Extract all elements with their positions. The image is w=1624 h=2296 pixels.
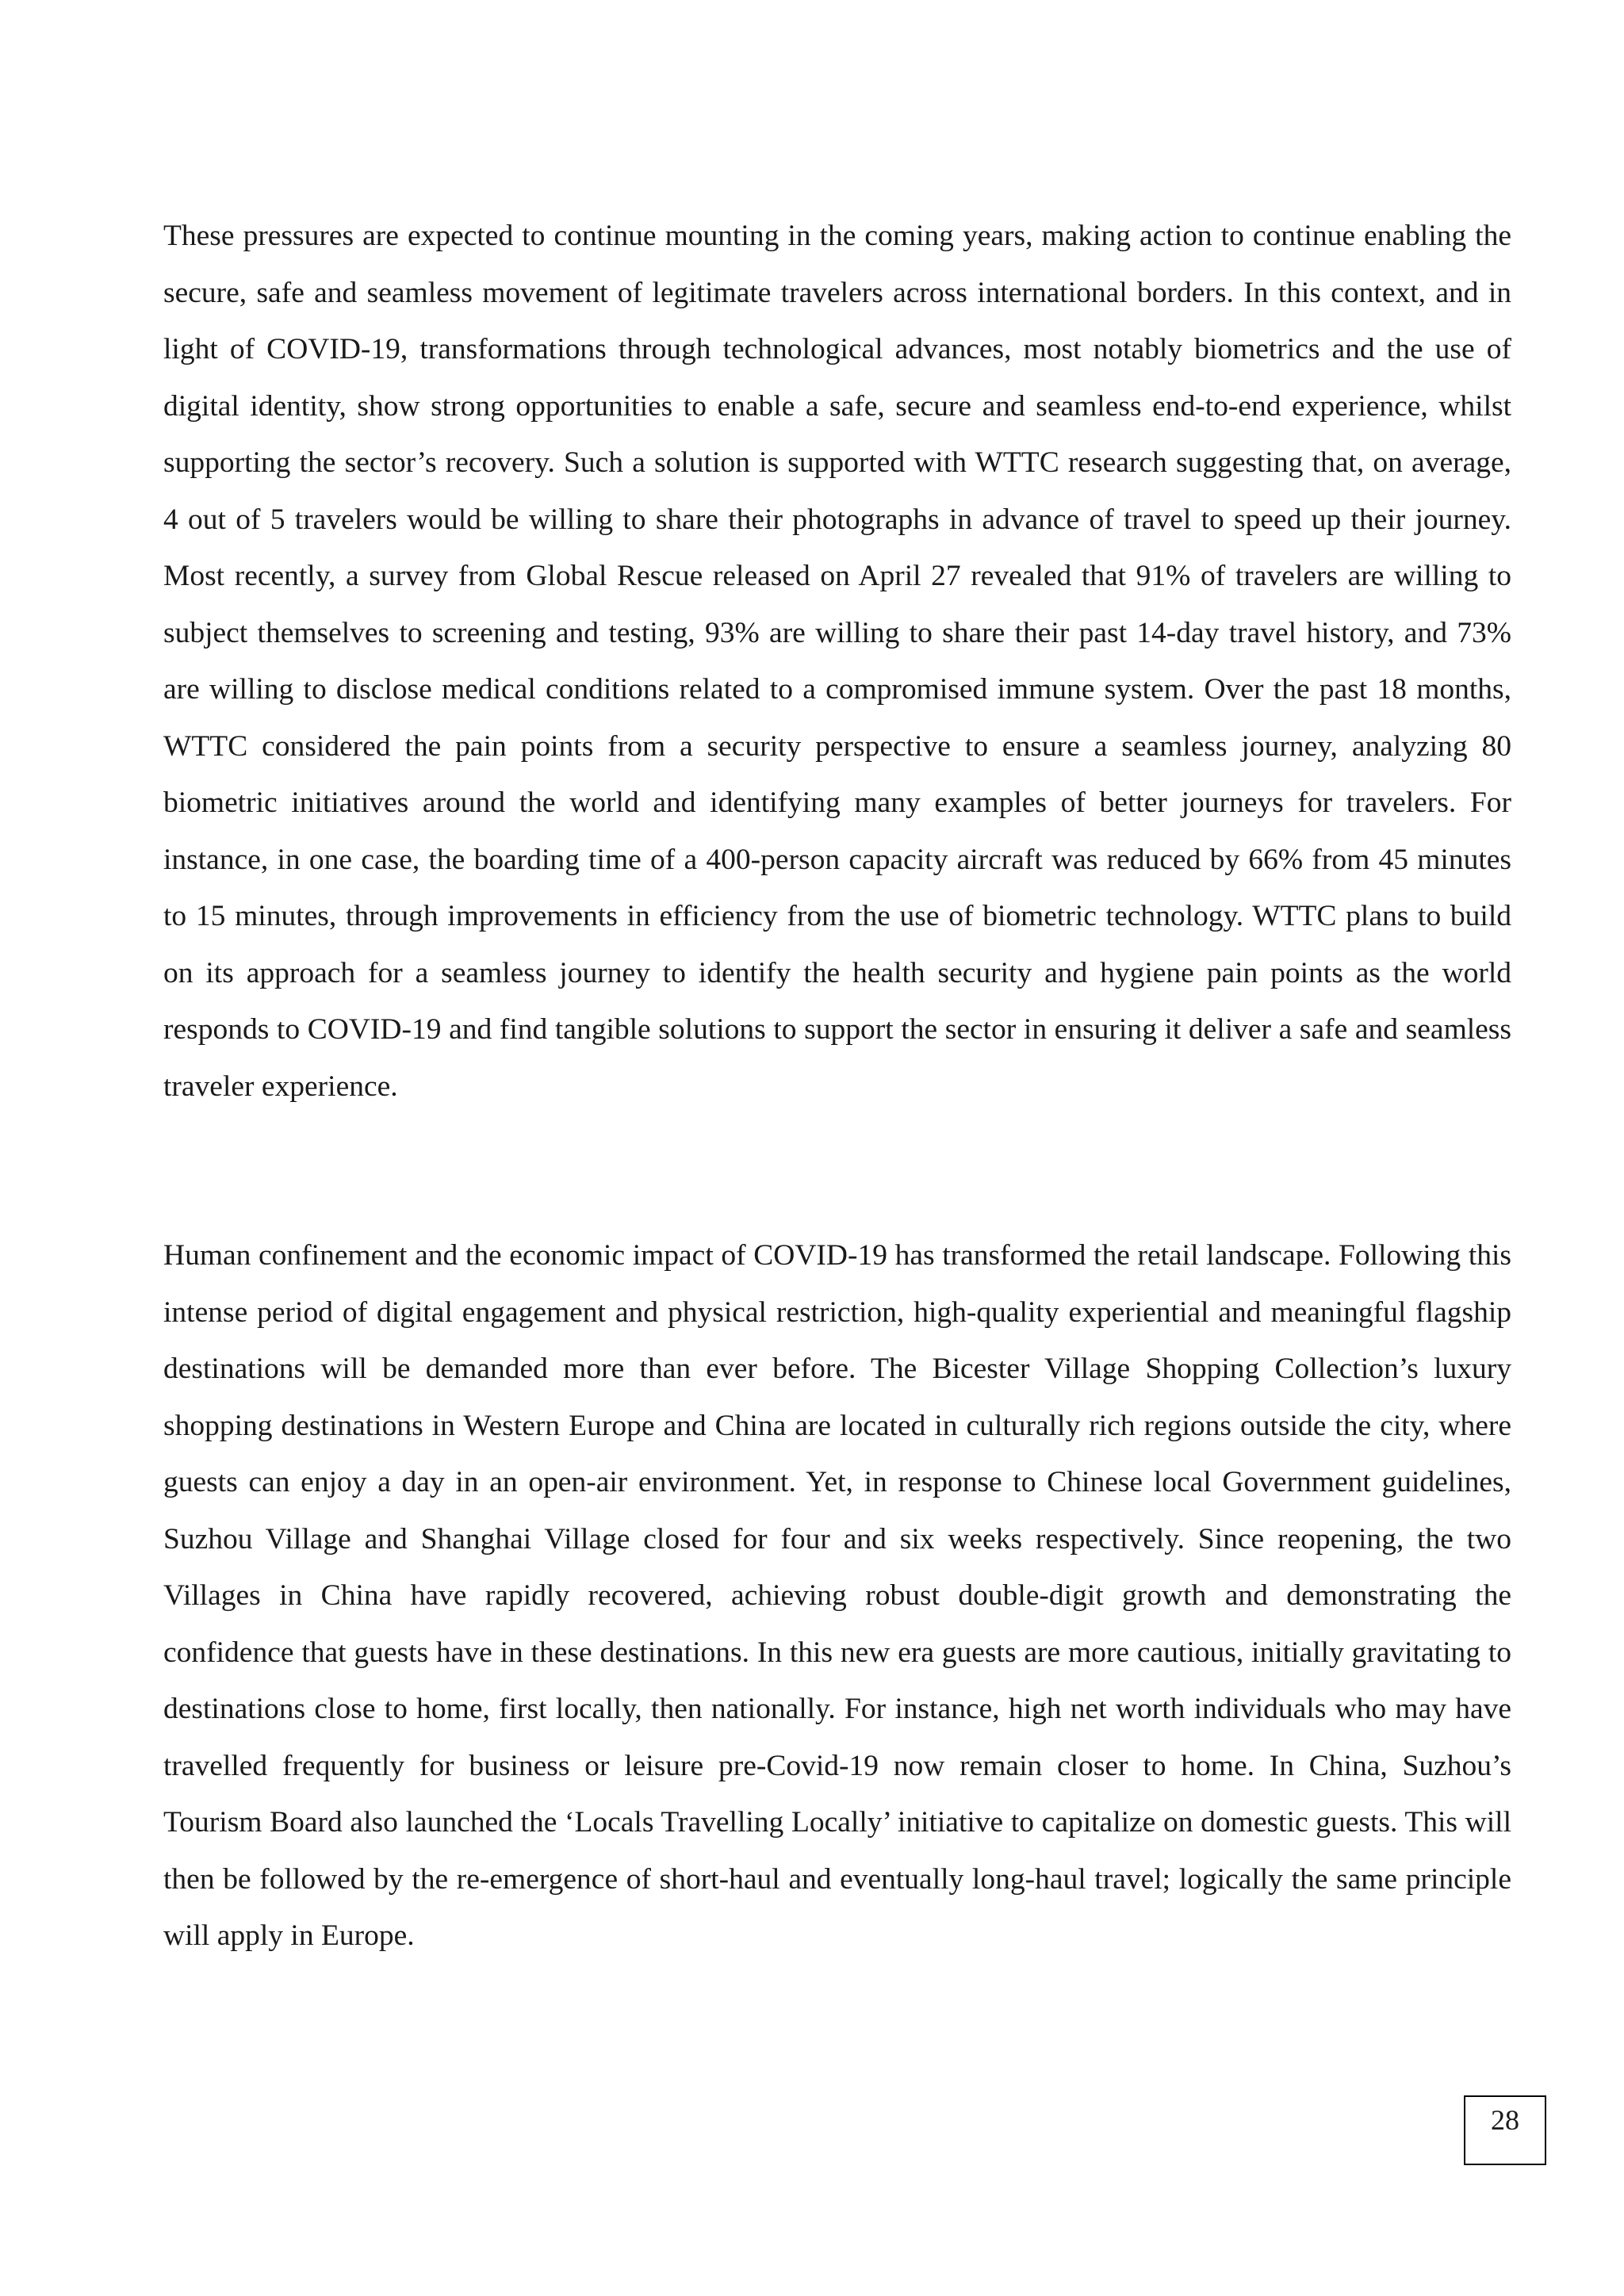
body-paragraph-1: These pressures are expected to continue mounting in the coming years, making action to continue enabling the secure, safe and seamless movement of legitimate travelers across international borders. In this context, and in light of COVID-19, transformations through technological advances, most notably biometrics and the use of digital identity, show strong opportunities to enable a safe, secure and seamless end-to-end experience, whilst supporting the sector’s recovery. Such a solution is supported with WTTC research suggesting that, on average, 4 out of 5 travelers would be willing to share their photographs in advance of travel to speed up their journey. Most recently, a survey from Global Rescue released on April 27 revealed that 91% of travelers are willing to subject themselves to screening and testing, 93% are willing to share their past 14-day travel history, and 73% are willing to disclose medical conditions related to a compromised immune system. Over the past 18 months, WTTC considered the pain points from a security perspective to ensure a seamless journey, analyzing 80 biometric initiatives around the world and identifying many examples of better journeys for travelers. For instance, in one case, the boarding time of a 400-person capacity aircraft was reduced by 66% from 45 minutes to 15 minutes, through improvements in efficiency from the use of biometric technology. WTTC plans to build on its approach for a seamless journey to identify the health security and hygiene pain points as the world responds to COVID-19 and find tangible solutions to support the sector in ensuring it deliver a safe and seamless traveler experience.	[163, 220, 1511, 1103]
page-number: 28	[1464, 2095, 1546, 2165]
body-paragraph-2: Human confinement and the economic impact of COVID-19 has transformed the retail landscape. Following this intense period of digital engagement and physical restriction, high-quality experiential and meaningful flagship destinations will be demanded more than ever before. The Bicester Village Shopping Collection’s luxury shopping destinations in Western Europe and China are located in culturally rich regions outside the city, where guests can enjoy a day in an open-air environment. Yet, in response to Chinese local Government guidelines, Suzhou Village and Shanghai Village closed for four and six weeks respectively. Since reopening, the two Villages in China have rapidly recovered, achieving robust double-digit growth and demonstrating the confidence that guests have in these destinations. In this new era guests are more cautious, initially gravitating to destinations close to home, first locally, then nationally. For instance, high net worth individuals who may have travelled frequently for business or leisure pre-Covid-19 now remain closer to home. In China, Suzhou’s Tourism Board also launched the ‘Locals Travelling Locally’ initiative to capitalize on domestic guests. This will then be followed by the re-emergence of short-haul and eventually long-haul travel; logically the same principle will apply in Europe.	[163, 1239, 1511, 1952]
